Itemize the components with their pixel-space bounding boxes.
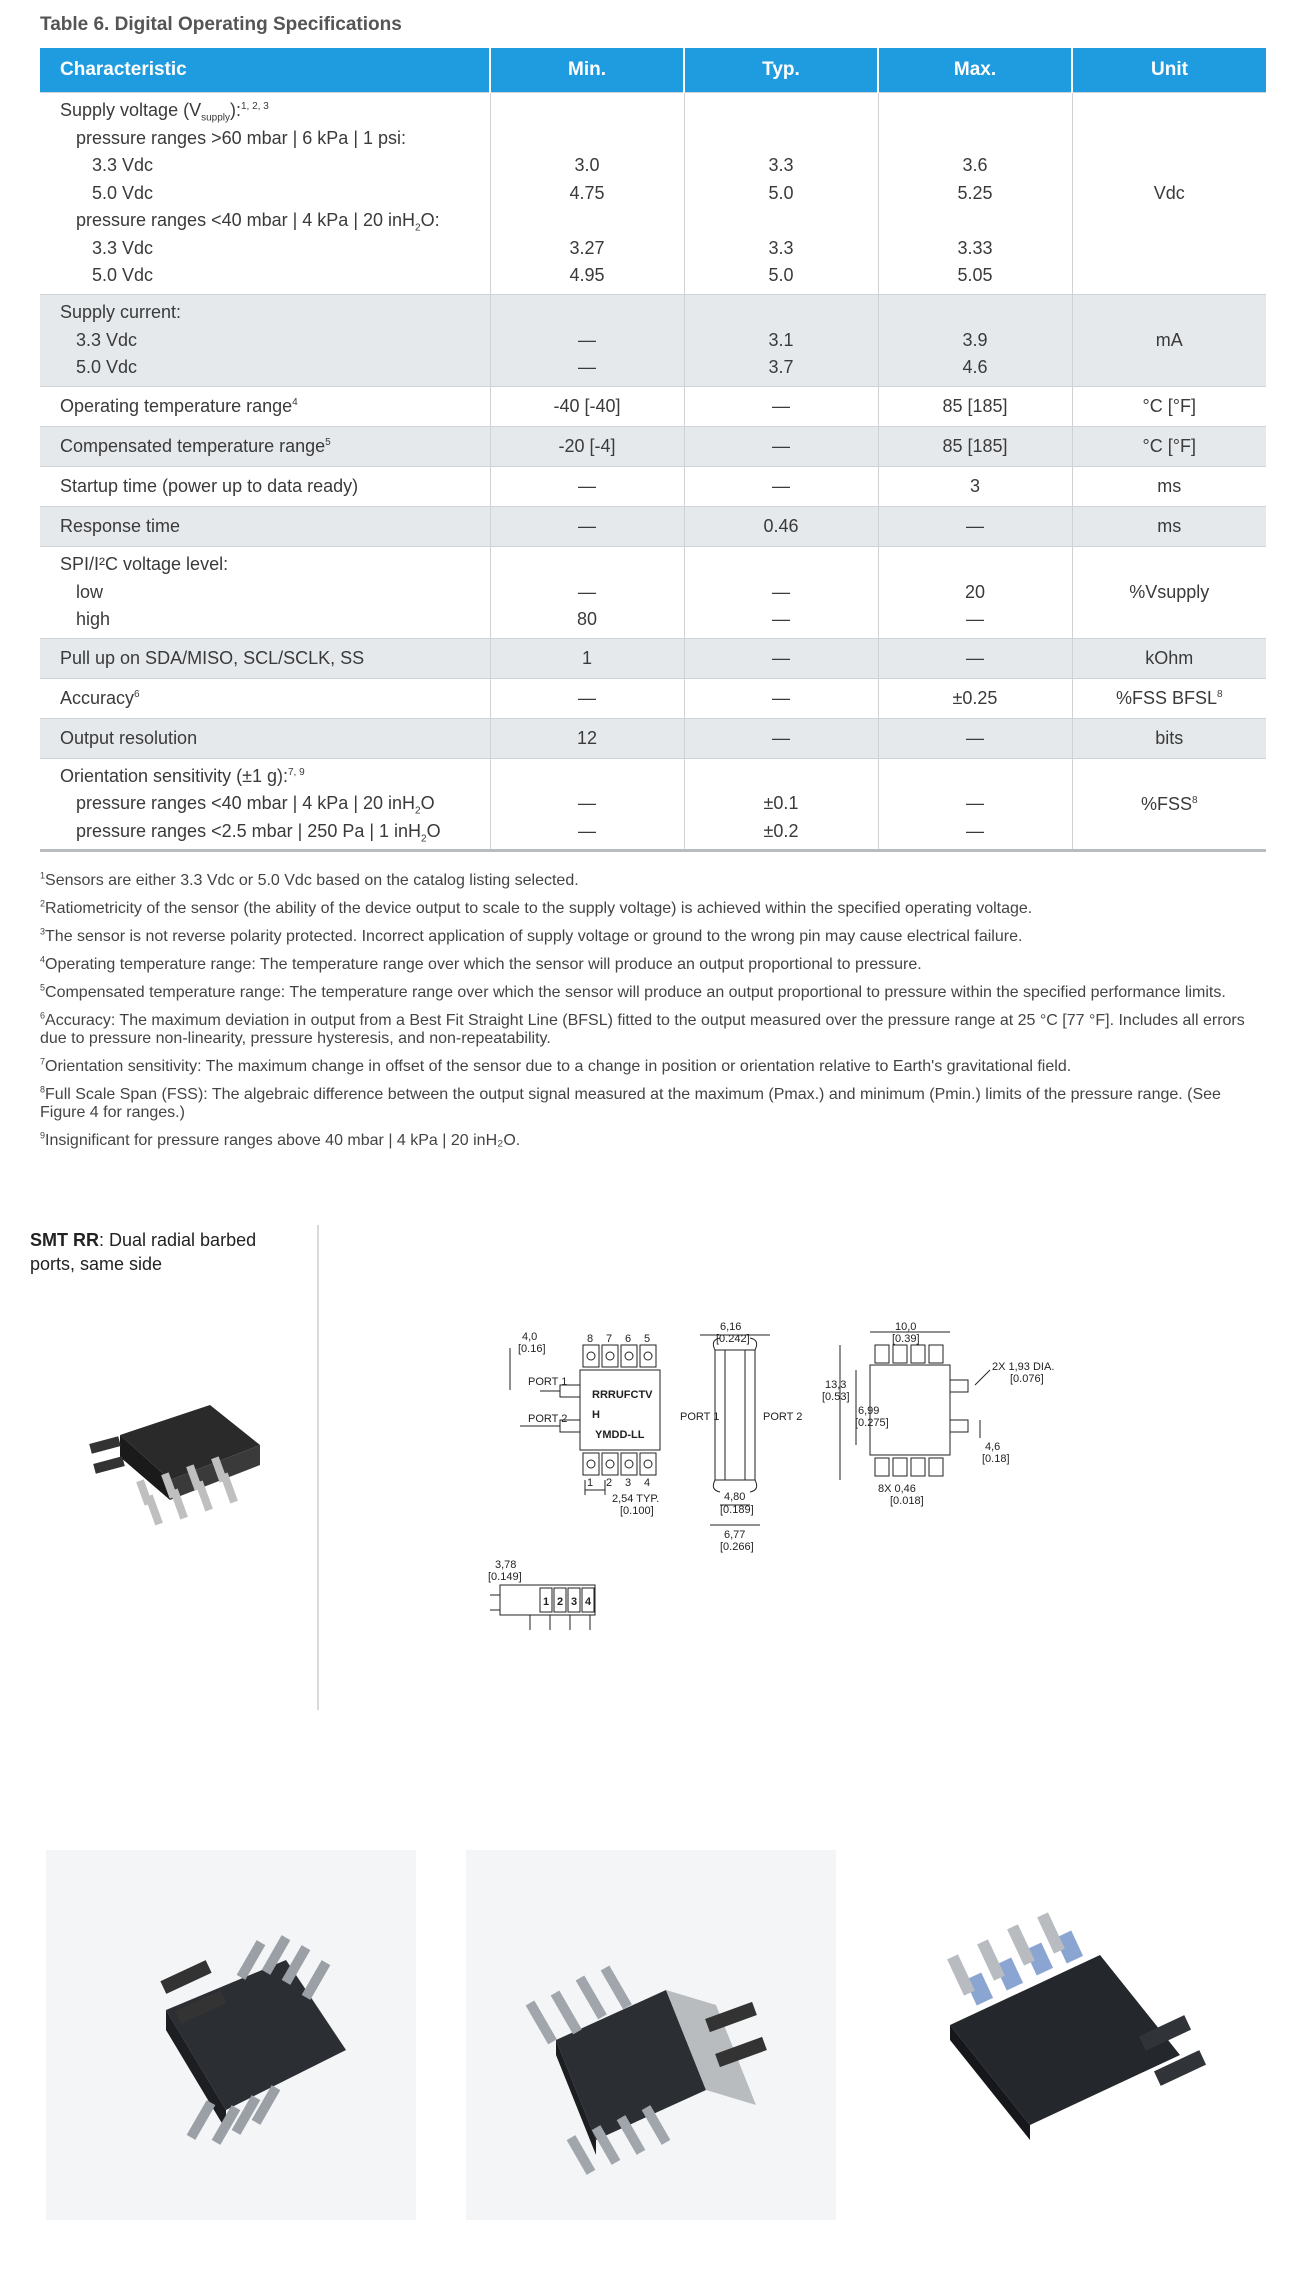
cell-max: 3.6 5.25 3.33 5.05 — [878, 93, 1072, 295]
dim-text: 3,78 — [495, 1559, 517, 1571]
cell-max: — — — [878, 759, 1072, 851]
cell-unit: °C [°F] — [1072, 427, 1266, 467]
cell-min: 1 — [490, 639, 684, 679]
cell-characteristic: Pull up on SDA/MISO, SCL/SCLK, SS — [40, 639, 490, 679]
cell-unit: mA — [1072, 295, 1266, 387]
voltage-label: 5.0 Vdc — [92, 182, 154, 203]
table-row-startup-time — [40, 467, 1266, 507]
cell-unit: %FSS$^8$ — [1072, 759, 1266, 851]
cell-max: 3.9 4.6 — [878, 295, 1072, 387]
marking-text: YMDD-LL — [595, 1429, 645, 1441]
table-row-supply-current — [40, 295, 1266, 387]
footnote: $^2$Ratiometricity of the sensor (the ability of the device output to scale to the supply voltage) is achieved within the specified operating voltage. — [40, 898, 1033, 917]
cell-min: — 80 — [490, 547, 684, 639]
table-title: Table 6. Digital Operating Specifications — [40, 14, 402, 35]
dim-text: 13,3 — [825, 1379, 847, 1391]
header-unit: Unit — [1072, 48, 1266, 93]
dim-text: 8X 0,46 — [878, 1483, 916, 1495]
cell-unit: Vdc — [1072, 93, 1266, 295]
table-row-orientation-sensitivity — [40, 759, 1266, 851]
cell-typ: — — [684, 639, 878, 679]
voltage-label: 5.0 Vdc — [92, 265, 154, 286]
dim-text: [0.076] — [1010, 1373, 1044, 1385]
dim-text: 4,0 — [522, 1331, 538, 1343]
header-max: Max. — [878, 48, 1072, 93]
product-label: SMT RR: Dual radial barbed ports, same side — [30, 1230, 257, 1274]
voltage-label: 3.3 Vdc — [92, 155, 154, 176]
pin-number: 7 — [606, 1333, 613, 1345]
port-label: PORT 1 — [680, 1411, 720, 1423]
dim-text: [0.100] — [620, 1505, 654, 1517]
dim-text: 6,16 — [720, 1321, 742, 1333]
cell-typ: 0.46 — [684, 507, 878, 547]
footnote: $^6$Accuracy: The maximum deviation in output from a Best Fit Straight Line (BFSL) fitted to the output measured over the pressure range at 25 °C [77 °F]. Includes all errors due to pressure non-linearity, pressure hysteresis, and non-repeatability. — [40, 1010, 1245, 1047]
footnotes — [40, 872, 1265, 1160]
dim-text: 6,99 — [858, 1405, 880, 1417]
marking-text: H — [592, 1409, 600, 1421]
cell-max: 85 [185] — [878, 427, 1072, 467]
cell-typ: — — — [684, 547, 878, 639]
cell-typ: — — [684, 387, 878, 427]
pin-number: 8 — [587, 1333, 594, 1345]
cell-characteristic: Compensated temperature range$^5$ — [40, 427, 490, 467]
cell-max: 85 [185] — [878, 387, 1072, 427]
cell-unit: %FSS BFSL$^8$ — [1072, 679, 1266, 719]
table-row-output-resolution — [40, 719, 1266, 759]
cell-max: 3 — [878, 467, 1072, 507]
dim-text: [0.018] — [890, 1495, 924, 1507]
cell-typ: 3.3 5.0 3.3 5.0 — [684, 93, 878, 295]
voltage-label: 3.3 Vdc — [92, 237, 154, 258]
cell-unit: ms — [1072, 467, 1266, 507]
dim-text: [0.39] — [892, 1333, 920, 1345]
header-characteristic: Characteristic — [40, 48, 490, 93]
pin-number: 2 — [606, 1477, 613, 1489]
cell-max: ±0.25 — [878, 679, 1072, 719]
footnote: $^5$Compensated temperature range: The temperature range over which the sensor will produce an output proportional to pressure within the specified performance limits. — [40, 982, 1226, 1001]
cell-characteristic: Startup time (power up to data ready) — [40, 467, 490, 507]
port-label: PORT 2 — [763, 1411, 803, 1423]
dim-text: 2X 1,93 DIA. — [992, 1361, 1055, 1373]
cell-typ: — — [684, 679, 878, 719]
divider — [317, 1225, 319, 1710]
cell-max: — — [878, 639, 1072, 679]
pin-number: 3 — [625, 1477, 632, 1489]
table-row-accuracy — [40, 679, 1266, 719]
table-row-pull-up — [40, 639, 1266, 679]
product-photo — [46, 1850, 416, 2220]
sensor-thumbnail — [80, 1385, 280, 1545]
table-row-spi-voltage-level — [40, 547, 1266, 639]
dim-text: 4,6 — [985, 1441, 1001, 1453]
cell-min: — — — [490, 759, 684, 851]
range-label: pressure ranges >60 mbar | 6 kPa | 1 psi: — [76, 127, 407, 148]
cell-characteristic: Output resolution — [40, 719, 490, 759]
footnote: $^7$Orientation sensitivity: The maximum change in offset of the sensor due to a change in position or orientation relative to Earth's gravitational field. — [40, 1056, 1072, 1075]
cell-characteristic: Response time — [40, 507, 490, 547]
cell-characteristic: Accuracy$^6$ — [40, 679, 490, 719]
marking-text: RRRUFCTV — [592, 1389, 653, 1401]
cell-min: 3.0 4.75 3.27 4.95 — [490, 93, 684, 295]
table-header-row — [40, 48, 1266, 93]
cell-min: -20 [-4] — [490, 427, 684, 467]
pin-number: 1 — [587, 1477, 594, 1489]
header-typ: Typ. — [684, 48, 878, 93]
spec-table — [40, 48, 1266, 852]
cell-max: — — [878, 719, 1072, 759]
cell-min: — — [490, 467, 684, 507]
cell-unit: kOhm — [1072, 639, 1266, 679]
cell-unit: ms — [1072, 507, 1266, 547]
cell-max: — — [878, 507, 1072, 547]
cell-characteristic: Operating temperature range$^4$ — [40, 387, 490, 427]
table-row-response-time — [40, 507, 1266, 547]
range-label: pressure ranges <40 mbar | 4 kPa | 20 inH$_2$O: — [76, 210, 440, 234]
port-label: PORT 2 — [528, 1413, 568, 1425]
pin-number: 2 — [557, 1596, 564, 1608]
pin-number: 4 — [585, 1596, 592, 1608]
cell-typ: ±0.1 ±0.2 — [684, 759, 878, 851]
cell-typ: — — [684, 427, 878, 467]
dim-text: [0.16] — [518, 1343, 546, 1355]
footnote: $^3$The sensor is not reverse polarity protected. Incorrect application of supply voltage or ground to the wrong pin may cause electrical failure. — [40, 926, 1023, 945]
dim-text: 10,0 — [895, 1321, 917, 1333]
dim-text: [0.189] — [720, 1504, 754, 1516]
cell-min: — — — [490, 295, 684, 387]
pin-number: 3 — [571, 1596, 578, 1608]
cell-typ: — — [684, 719, 878, 759]
footnote: $^4$Operating temperature range: The temperature range over which the sensor will produce an output proportional to pressure. — [40, 954, 922, 973]
supply-voltage-label: Supply voltage $(V_{supply}):^{1, 2, 3}$ — [60, 100, 269, 124]
product-photo — [466, 1850, 836, 2220]
table-row-supply-voltage — [40, 93, 1266, 295]
port-label: PORT 1 — [528, 1376, 568, 1388]
table-row-compensated-temperature — [40, 427, 1266, 467]
footnote: $^9$Insignificant for pressure ranges above 40 mbar | 4 kPa | 20 inH₂O. — [40, 1130, 521, 1149]
pin-number: 4 — [644, 1477, 651, 1489]
footnote: $^8$Full Scale Span (FSS): The algebraic difference between the output signal measured at the maximum (Pmax.) and minimum (Pmin.) limits of the pressure range. (See Figure 4 for ranges.) — [40, 1084, 1221, 1121]
pin-number: 1 — [543, 1596, 550, 1608]
cell-characteristic — [40, 93, 490, 295]
cell-min: — — [490, 507, 684, 547]
dim-text: [0.53] — [822, 1391, 850, 1403]
dim-text: [0.18] — [982, 1453, 1010, 1465]
cell-typ: — — [684, 467, 878, 507]
cell-unit: %Vsupply — [1072, 547, 1266, 639]
pin-number: 5 — [644, 1333, 651, 1345]
pin-number: 6 — [625, 1333, 632, 1345]
dim-text: 6,77 — [724, 1529, 746, 1541]
header-min: Min. — [490, 48, 684, 93]
cell-typ: 3.1 3.7 — [684, 295, 878, 387]
dim-text: 4,80 — [724, 1491, 746, 1503]
cell-characteristic: Orientation sensitivity (±1 g):$^{7, 9}$ pressure ranges <40 mbar | 4 kPa | 20 inH$_2$O pressure ranges <2.5 mbar | 250 Pa | 1 inH$_2$O — [40, 759, 490, 851]
dim-text: 2,54 TYP. — [612, 1493, 660, 1505]
cell-characteristic: Supply current: 3.3 Vdc 5.0 Vdc — [40, 295, 490, 387]
cell-unit: bits — [1072, 719, 1266, 759]
cell-unit: °C [°F] — [1072, 387, 1266, 427]
table-row-operating-temperature — [40, 387, 1266, 427]
dim-text: [0.149] — [488, 1571, 522, 1583]
dim-text: [0.266] — [720, 1541, 754, 1553]
dim-text: [0.275] — [855, 1417, 889, 1429]
dim-text: [0.242] — [716, 1333, 750, 1345]
cell-min: — — [490, 679, 684, 719]
footnote: $^1$Sensors are either 3.3 Vdc or 5.0 Vdc based on the catalog listing selected. — [40, 870, 579, 889]
technical-drawing — [480, 1320, 1120, 1640]
cell-min: 12 — [490, 719, 684, 759]
cell-characteristic: SPI/I²C voltage level: low high — [40, 547, 490, 639]
cell-max: 20 — — [878, 547, 1072, 639]
cell-min: -40 [-40] — [490, 387, 684, 427]
product-photo — [900, 1855, 1230, 2195]
